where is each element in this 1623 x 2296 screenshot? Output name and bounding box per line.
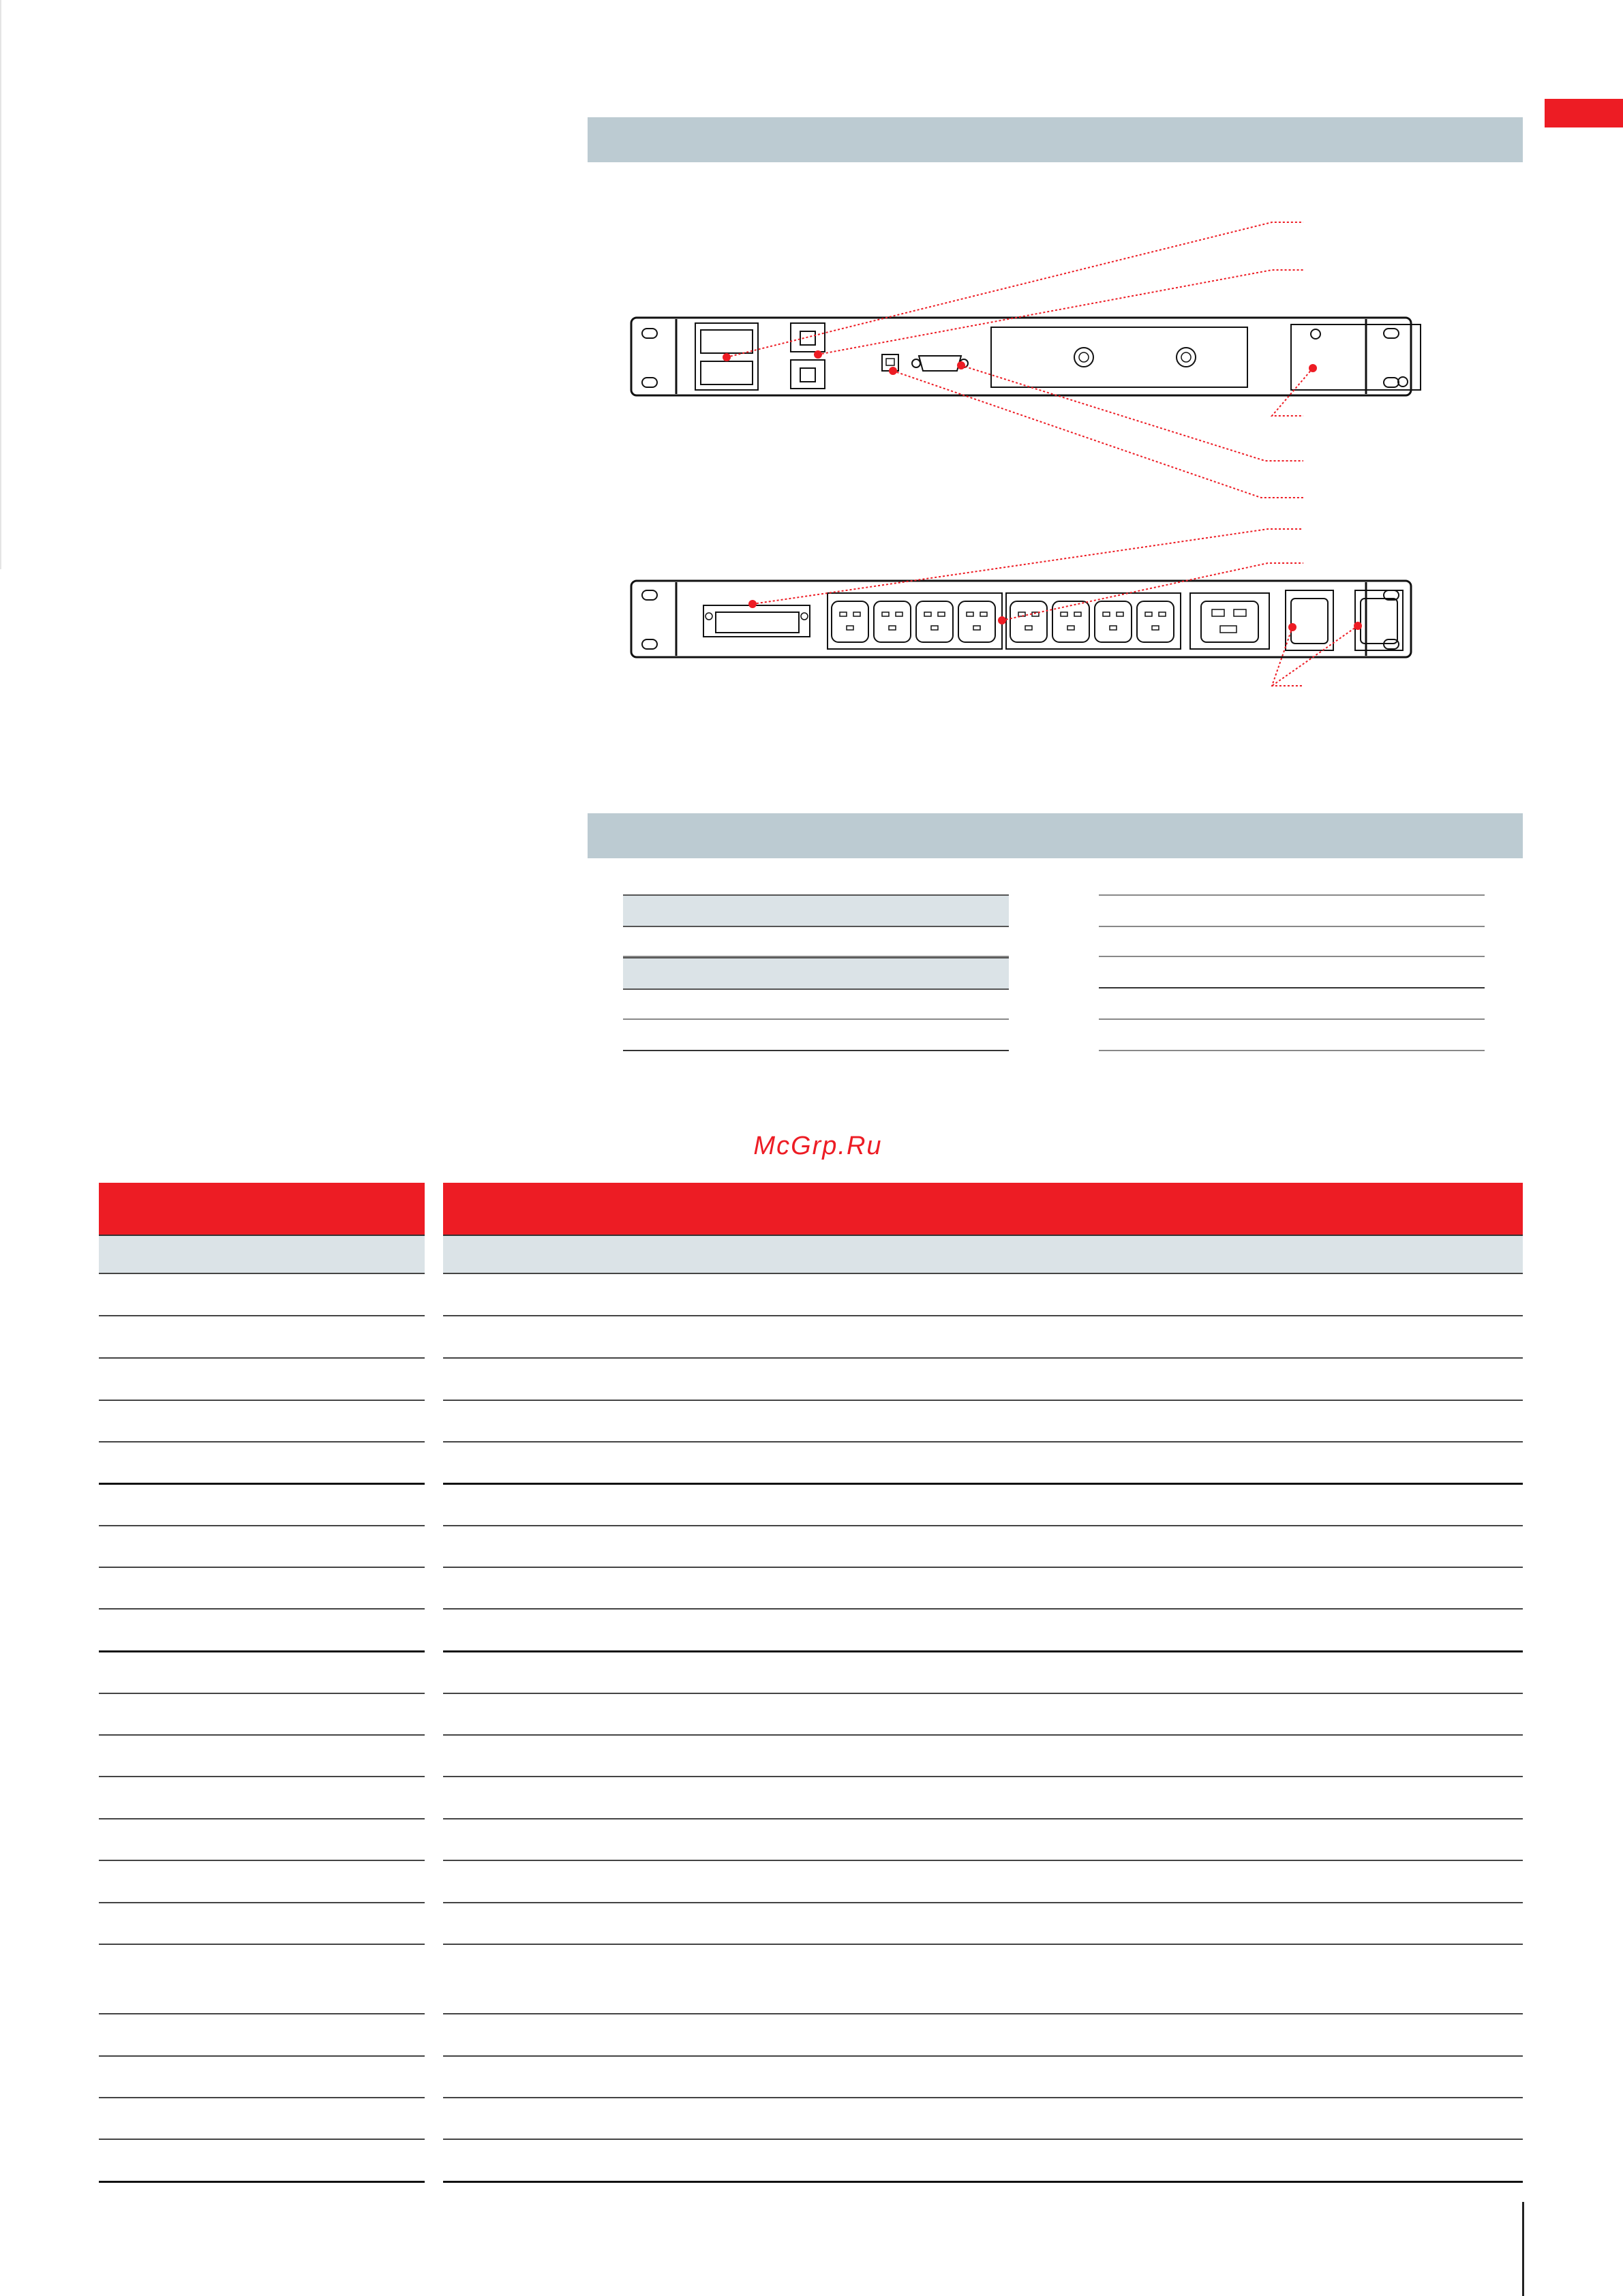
table-row-rule <box>443 1400 1523 1401</box>
table-row-rule <box>99 2097 425 2098</box>
section-header-bar-specifications <box>588 813 1523 858</box>
table-row-rule <box>99 1608 425 1610</box>
front-callout-dots <box>723 350 1317 375</box>
table-row-rule <box>99 1567 425 1568</box>
table-row-rule <box>443 1525 1523 1526</box>
spec-row <box>1099 894 1485 927</box>
c13-outlet <box>1137 601 1174 642</box>
table-row-rule <box>443 2055 1523 2057</box>
table-row-rule <box>99 1734 425 1736</box>
table-row-rule <box>443 1315 1523 1316</box>
page-edge-rule <box>1522 2202 1524 2296</box>
table-row-rule <box>443 1944 1523 1945</box>
status-button <box>800 368 815 382</box>
table-row-rule <box>443 1734 1523 1736</box>
c13-outlet <box>958 601 995 642</box>
table-row-rule <box>99 1776 425 1777</box>
main-spec-table <box>99 1183 1523 2185</box>
table-row-rule <box>99 2139 425 2140</box>
spec-row <box>1099 957 1485 988</box>
table-row-rule <box>443 1483 1523 1485</box>
table-row-rule <box>99 1860 425 1861</box>
table-header-left <box>99 1183 425 1235</box>
section-tab <box>1545 99 1623 127</box>
table-row-rule <box>443 2097 1523 2098</box>
table-row-rule <box>443 1693 1523 1694</box>
rear-panel <box>631 581 1411 657</box>
spec-row-shaded <box>623 894 1009 927</box>
table-row-rule <box>99 1818 425 1819</box>
spec-row <box>623 988 1009 1020</box>
table-row-rule <box>443 2139 1523 2140</box>
table-row-rule <box>99 1650 425 1652</box>
table-row-rule <box>443 2013 1523 2014</box>
section-header-bar-product-view <box>588 117 1523 162</box>
c13-outlet <box>916 601 953 642</box>
table-row-rule <box>99 1441 425 1442</box>
c13-outlet <box>1052 601 1089 642</box>
table-row-rule <box>443 1273 1523 1274</box>
serial-port <box>919 356 961 371</box>
table-row-rule <box>443 1902 1523 1903</box>
table-row-rule <box>99 1525 425 1526</box>
left-margin-rule <box>0 0 1 569</box>
table-row-rule <box>443 2181 1523 2183</box>
table-row-rule <box>99 1357 425 1359</box>
watermark: McGrp.Ru <box>753 1132 883 1160</box>
display-cover <box>991 327 1247 387</box>
rear-panel-chassis <box>631 581 1411 657</box>
c13-outlet <box>1010 601 1047 642</box>
rear-callouts <box>753 529 1358 686</box>
spec-row-shaded <box>623 957 1009 990</box>
spec-table-left <box>623 894 1009 1085</box>
table-row-rule <box>99 1273 425 1274</box>
table-row-rule <box>443 1357 1523 1359</box>
button-frame-2 <box>791 360 825 389</box>
breaker-switch-2 <box>701 361 753 384</box>
table-row-rule <box>99 1483 425 1485</box>
table-row-rule <box>99 2055 425 2057</box>
table-subheader-right <box>443 1236 1523 1273</box>
table-row-rule <box>443 1650 1523 1652</box>
table-header-right <box>443 1183 1523 1235</box>
spec-row <box>1099 1020 1485 1051</box>
table-row-rule <box>443 1860 1523 1861</box>
table-row-rule <box>99 1400 425 1401</box>
rack-ear-hole <box>642 378 657 387</box>
c13-outlet <box>874 601 911 642</box>
spec-row <box>1099 926 1485 957</box>
table-row-rule <box>99 1944 425 1945</box>
table-row-rule <box>99 1902 425 1903</box>
table-row-rule <box>443 1818 1523 1819</box>
rack-ear-hole <box>642 329 657 338</box>
table-row-rule <box>99 2181 425 2183</box>
front-panel <box>631 318 1421 395</box>
pdu-panel-diagram <box>613 198 1500 716</box>
table-row-rule <box>443 1441 1523 1442</box>
table-row-rule <box>99 1693 425 1694</box>
spec-table-right <box>1099 894 1485 1085</box>
table-row-rule <box>99 2013 425 2014</box>
table-row-rule <box>443 1567 1523 1568</box>
rack-ear-hole <box>1384 378 1399 387</box>
table-row-rule <box>443 1608 1523 1610</box>
breaker-switch-1 <box>701 330 753 353</box>
c13-outlet <box>1095 601 1132 642</box>
rack-ear-hole <box>1384 329 1399 338</box>
table-row-rule <box>443 1776 1523 1777</box>
spec-row <box>1099 988 1485 1020</box>
table-row-rule <box>99 1315 425 1316</box>
spec-row <box>623 926 1009 957</box>
c19-outlet <box>1201 601 1258 642</box>
table-subheader-left <box>99 1236 425 1273</box>
c13-outlet <box>832 601 868 642</box>
spec-row <box>623 1020 1009 1051</box>
